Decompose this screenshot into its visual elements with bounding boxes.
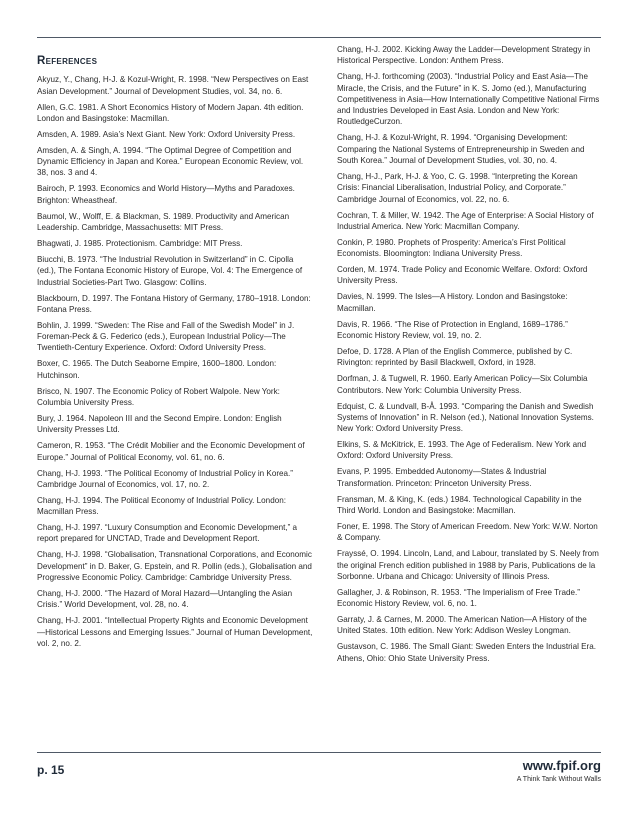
reference-entry: Evans, P. 1995. Embedded Autonomy—States & Industrial Transformation. Princeton: Princeton University Press. — [337, 467, 547, 488]
reference-entry: Amsden, A. 1989. Asia’s Next Giant. New York: Oxford University Press. — [37, 129, 296, 139]
reference-entry: Elkins, S. & McKitrick, E. 1993. The Age of Federalism. New York and Oxford: Oxford University Press. — [337, 440, 587, 461]
reference-entry: Gustavson, C. 1986. The Small Giant: Sweden Enters the Industrial Era. Athens, Ohio: Ohio State University Press. — [337, 642, 596, 663]
reference-list-left — [37, 74, 314, 649]
reference-entry: Davis, R. 1966. “The Rise of Protection in England, 1689–1786.” Economic History Review, vol. 19, no. 2. — [337, 319, 568, 341]
reference-entry: Chang, H-J. 2001. “Intellectual Property Rights and Economic Development—Historical Lessons and Emerging Issues.” Journal of Human Development, vol. 2, no. 2. — [37, 616, 313, 648]
reference-entry: Garraty, J. & Carnes, M. 2000. The American Nation—A History of the United States. 10th edition. New York: Addison Wesley Longman. — [337, 615, 587, 636]
reference-entry: Chang, H-J. & Kozul-Wright, R. 1994. “Organising Development: Comparing the National Systems of Entrepreneurship in Sweden and South Korea.” Journal of Development Studies, vol. 30, no. 4. — [337, 133, 585, 166]
website-link[interactable]: www.fpif.org — [522, 758, 601, 773]
reference-entry: Chang, H-J. 1997. “Luxury Consumption and Economic Development,” a report prepared for UNCTAD, Trade and Development Report. — [37, 523, 298, 544]
reference-entry: Chang, H-J. 1998. “Globalisation, Transnational Corporations, and Economic Development” in D. Baker, G. Epstein, and R. Pollin (eds.), Globalisation and Progressive Economic Policy. Cambridge: Cambridge University Press. — [37, 550, 312, 582]
reference-entry: Baumol, W., Wolff, E. & Blackman, S. 1989. Productivity and American Leadership. Cambridge, Massachusetts: MIT Press. — [37, 211, 290, 232]
reference-entry: Chang, H-J. 2002. Kicking Away the Ladder—Development Strategy in Historical Perspective. London: Anthem Press. — [337, 45, 591, 66]
reference-entry: Brisco, N. 1907. The Economic Policy of Robert Walpole. New York: Columbia University Press. — [37, 386, 280, 407]
reference-entry: Conkin, P. 1980. Prophets of Prosperity: America’s First Political Economists. Bloomington: Indiana University Press. — [337, 237, 566, 259]
reference-entry: Bhagwati, J. 1985. Protectionism. Cambridge: MIT Press. — [37, 238, 243, 248]
reference-entry: Akyuz, Y., Chang, H-J. & Kozul-Wright, R. 1998. “New Perspectives on East Asian Development.” Journal of Development Studies, vol. 34, no. 6. — [37, 75, 309, 96]
reference-entry: Boxer, C. 1965. The Dutch Seaborne Empire, 1600–1800. London: Hutchinson. — [37, 359, 277, 380]
reference-entry: Chang, H-J. 1994. The Political Economy of Industrial Policy. London: Macmillan Press. — [37, 495, 286, 517]
reference-entry: Foner, E. 1998. The Story of American Freedom. New York: W.W. Norton & Company. — [337, 522, 598, 543]
reference-entry: Allen, G.C. 1981. A Short Economics History of Modern Japan. 4th edition. London and Basingstoke: Macmillan. — [37, 102, 304, 123]
top-rule — [37, 37, 601, 38]
reference-entry: Edquist, C. & Lundvall, B-Å. 1993. “Comparing the Danish and Swedish Systems of Innovation” in R. Nelson (ed.), National Innovation Systems. New York: Oxford University Press. — [337, 401, 594, 434]
reference-entry: Bairoch, P. 1993. Economics and World History—Myths and Paradoxes. Brighton: Wheastheaf. — [37, 184, 295, 205]
tagline: A Think Tank Without Walls — [516, 776, 601, 783]
reference-entry: Dorfman, J. & Tugwell, R. 1960. Early American Policy—Six Columbia Contributors. New York: Columbia University Press. — [337, 374, 588, 395]
page-number: p. 15 — [37, 763, 65, 777]
reference-entry: Bohlin, J. 1999. “Sweden: The Rise and Fall of the Swedish Model” in J. Foreman-Peck & G. Federico (eds.), European Industrial Policy—The Twentieth-Century Experience. Oxford: Oxford University Press. — [37, 320, 295, 353]
reference-entry: Corden, M. 1974. Trade Policy and Economic Welfare. Oxford: Oxford University Press. — [337, 265, 588, 286]
reference-entry: Gallagher, J. & Robinson, R. 1953. “The Imperialism of Free Trade.” Economic History Review, vol. 6, no. 1. — [337, 587, 580, 609]
reference-entry: Cameron, R. 1953. “The Crédit Mobilier and the Economic Development of Europe.” Journal of Political Economy, vol. 61, no. 6. — [37, 441, 305, 462]
reference-list-right — [337, 44, 601, 664]
reference-entry: Chang, H-J., Park, H-J. & Yoo, C. G. 1998. “Interpreting the Korean Crisis: Financial Liberalisation, Industrial Policy, and Corporate.” Cambridge Journal of Economics, vol. 22, no. 6. — [337, 172, 578, 204]
reference-entry: Chang, H-J. 1993. “The Political Economy of Industrial Policy in Korea.” Cambridge Journal of Economics, vol. 17, no. 2. — [37, 468, 293, 489]
reference-entry: Biucchi, B. 1973. “The Industrial Revolution in Switzerland” in C. Cipolla (ed.), The Fontana Economic History of Europe, Vol. 4: The Emergence of Industrial Societies-Part Two. Glasgow: Collins. — [37, 254, 303, 287]
reference-entry: Bury, J. 1964. Napoleon III and the Second Empire. London: English University Presses Ltd. — [37, 413, 282, 435]
reference-entry: Chang, H-J. 2000. “The Hazard of Moral Hazard—Untangling the Asian Crisis.” World Development, vol. 28, no. 4. — [37, 588, 293, 610]
references-right-column — [337, 44, 601, 669]
reference-entry: Chang, H-J. forthcoming (2003). “Industrial Policy and East Asia—The Miracle, the Crisis, and the Future” in K. S. Jomo (ed.), Manufacturing Competitiveness in Asia—How Internationally Competitive National Firms and Industries Developed in East Asia. London and New York: RoutledgeCurzon. — [337, 72, 600, 127]
bottom-rule — [37, 752, 601, 753]
reference-entry: Frayssé, O. 1994. Lincoln, Land, and Labour, translated by S. Neely from the original French edition published in 1988 by Paris, Publications de la Sorbonne. Urbana and Chicago: University of Illinois Press. — [337, 549, 599, 581]
reference-entry: Fransman, M. & King, K. (eds.) 1984. Technological Capability in the Third World. London and Basingstoke: Macmillan. — [337, 494, 582, 516]
references-left-column — [37, 46, 314, 654]
reference-entry: Cochran, T. & Miller, W. 1942. The Age of Enterprise: A Social History of Industrial America. New York: Macmillan Company. — [337, 210, 594, 231]
references-heading: References — [37, 55, 98, 67]
reference-entry: Defoe, D. 1728. A Plan of the English Commerce, published by C. Rivington: reprinted by Basil Blackwell, Oxford, in 1928. — [337, 347, 573, 368]
reference-entry: Davies, N. 1999. The Isles—A History. London and Basingstoke: Macmillan. — [337, 292, 568, 313]
reference-entry: Amsden, A. & Singh, A. 1994. “The Optimal Degree of Competition and Dynamic Efficiency in Japan and Korea.” European Economic Review, vol. 38, nos. 3 and 4. — [37, 145, 304, 178]
reference-entry: Blackbourn, D. 1997. The Fontana History of Germany, 1780–1918. London: Fontana Press. — [37, 293, 311, 314]
